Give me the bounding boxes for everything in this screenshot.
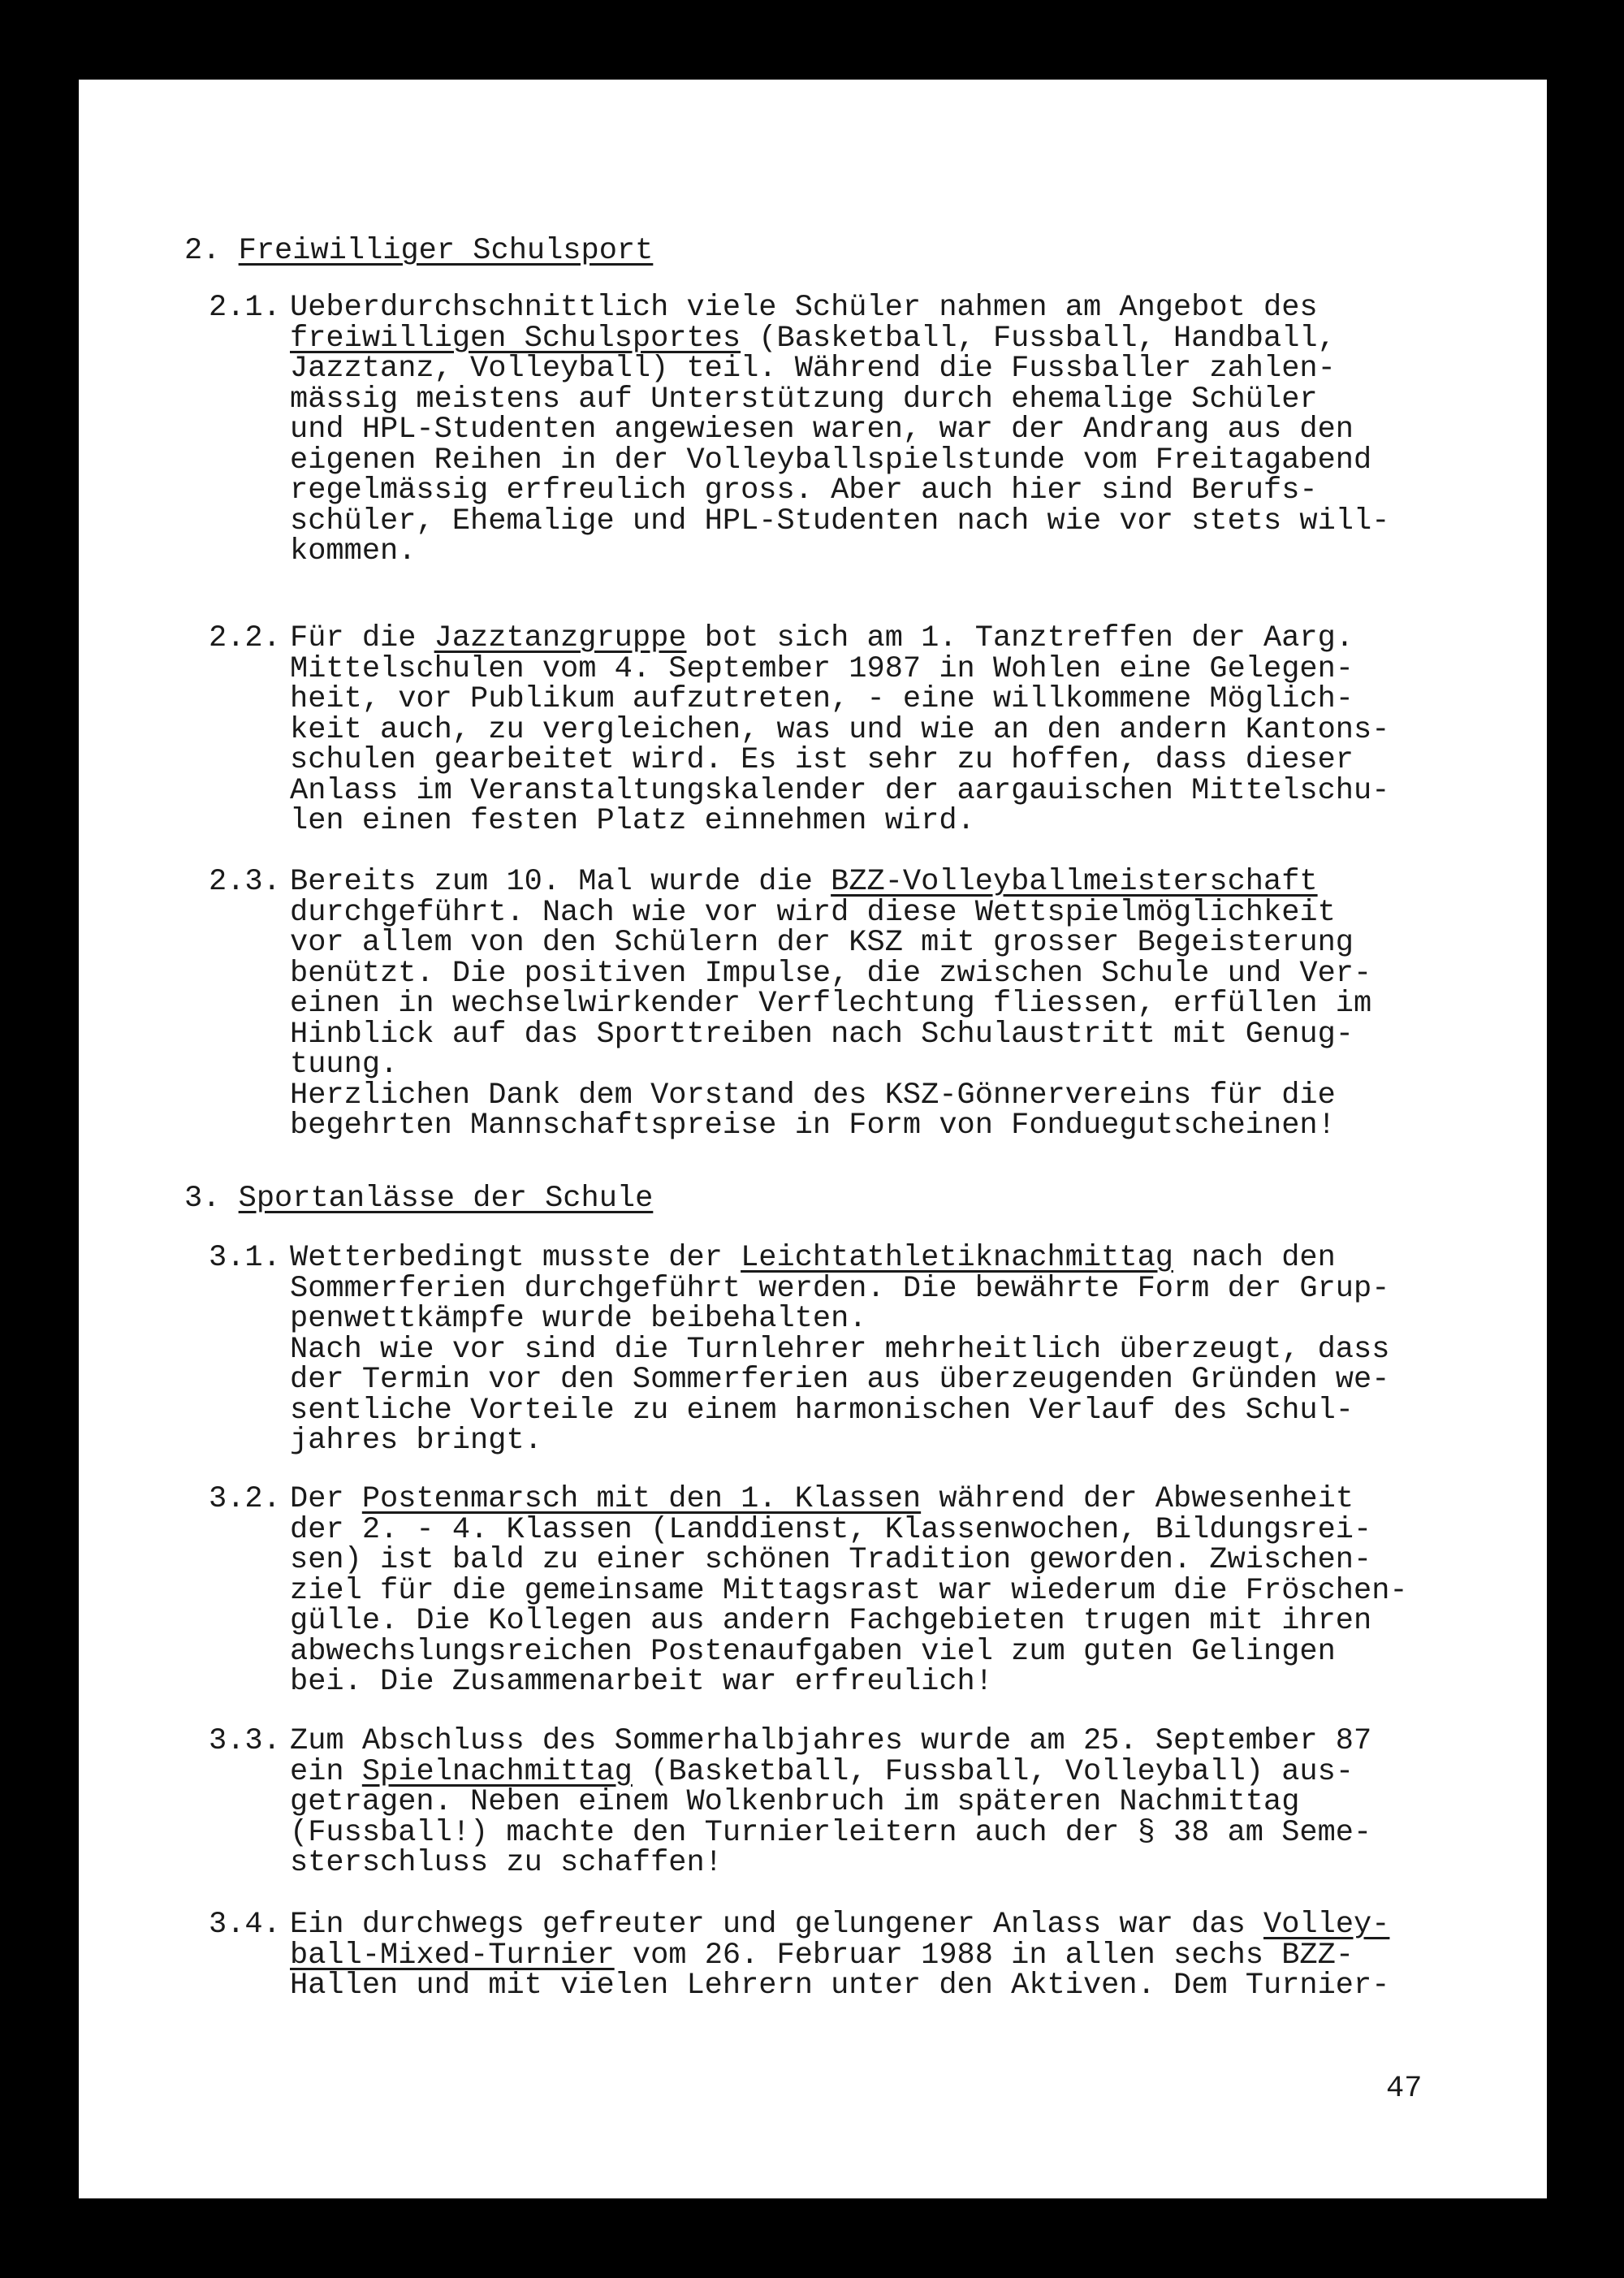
paragraph-number: 2.3.: [209, 865, 281, 899]
text-segment: mässig meistens auf Unterstützung durch ehemalige Schüler: [290, 382, 1318, 417]
text-segment: Herzlichen Dank dem Vorstand des KSZ-Gönnervereins für die: [290, 1078, 1336, 1113]
text-line: [290, 1393, 1547, 1428]
text-segment: Hinblick auf das Sporttreiben nach Schulaustritt mit Genug-: [290, 1017, 1354, 1052]
paragraph-number: 3.4.: [209, 1908, 281, 1942]
text-segment: tuung.: [290, 1048, 399, 1082]
text-line: [290, 1606, 1547, 1637]
text-line: [290, 293, 1547, 324]
section-number: 3.: [184, 1182, 221, 1216]
text-segment: Für die: [290, 621, 434, 655]
text-line: [290, 504, 1547, 538]
section-number: 2.: [184, 234, 221, 268]
text-line: [290, 443, 1547, 478]
text-line: [290, 1017, 1547, 1052]
text-segment: (Basketball, Fussball, Volleyball) aus-: [632, 1754, 1354, 1789]
text-line: [290, 1573, 1547, 1608]
text-line: [290, 1271, 1547, 1306]
text-line: [290, 1332, 1547, 1367]
text-segment: ziel für die gemeinsame Mittagsrast war wiederum die Fröschen-: [290, 1573, 1408, 1608]
text-segment: bei. Die Zusammenarbeit war erfreulich!: [290, 1665, 993, 1699]
text-line: [290, 1848, 1547, 1879]
text-line: [290, 621, 1547, 655]
text-segment: len einen festen Platz einnehmen wird.: [290, 804, 975, 838]
text-line: [290, 743, 1547, 777]
paragraph-body: [290, 1482, 1547, 1699]
text-segment: jahres bringt.: [290, 1424, 542, 1458]
text-line: [290, 682, 1547, 716]
text-segment: sterschluss zu schaffen!: [290, 1846, 723, 1880]
text-segment: Anlass im Veranstaltungskalender der aargauischen Mittelschu-: [290, 773, 1390, 808]
text-line: [290, 1482, 1547, 1516]
text-line: [290, 321, 1547, 356]
text-line: [290, 806, 1547, 837]
text-segment: Jazztanz, Volleyball) teil. Während die Fussballer zahlen-: [290, 352, 1336, 386]
text-segment: getragen. Neben einem Wolkenbruch im späteren Nachmittag: [290, 1785, 1300, 1819]
text-line: [290, 712, 1547, 747]
text-segment: bot sich am 1. Tanztreffen der Aarg.: [686, 621, 1354, 655]
text-segment: und HPL-Studenten angewiesen waren, war der Andrang aus den: [290, 413, 1354, 447]
text-segment: keit auch, zu vergleichen, was und wie an den andern Kantons-: [290, 712, 1390, 747]
paragraph-number: 3.3.: [209, 1724, 281, 1758]
section-title: Freiwilliger Schulsport: [238, 234, 654, 268]
paragraph-body: [290, 1910, 1547, 2002]
text-segment: Der: [290, 1482, 362, 1516]
text-segment: Ein durchwegs gefreuter und gelungener Anlass war das: [290, 1908, 1263, 1942]
section-heading: [184, 236, 653, 266]
paragraph-body: [290, 867, 1547, 1142]
section-heading: [184, 1184, 653, 1214]
text-segment: Ueberdurchschnittlich viele Schüler nahmen am Angebot des: [290, 291, 1318, 325]
text-segment: Hallen und mit vielen Lehrern unter den Aktiven. Dem Turnier-: [290, 1969, 1390, 2003]
text-segment: schüler, Ehemalige und HPL-Studenten nach wie vor stets will-: [290, 504, 1390, 538]
text-segment: (Basketball, Fussball, Handball,: [741, 321, 1336, 356]
underlined-text: ball-Mixed-Turnier: [290, 1938, 615, 1973]
text-line: [290, 1304, 1547, 1335]
paragraph-number: 2.2.: [209, 621, 281, 655]
text-line: [290, 1365, 1547, 1396]
underlined-text: Spielnachmittag: [361, 1754, 633, 1789]
text-line: [290, 354, 1547, 385]
underlined-text: Leichtathletiknachmittag: [741, 1241, 1173, 1275]
text-segment: Bereits zum 10. Mal wurde die: [290, 865, 831, 899]
text-line: [290, 651, 1547, 686]
text-segment: einen in wechselwirkender Verflechtung fliessen, erfüllen im: [290, 987, 1372, 1021]
text-segment: vom 26. Februar 1988 in allen sechs BZZ-: [614, 1938, 1354, 1973]
text-line: [290, 867, 1547, 898]
text-line: [290, 382, 1547, 417]
underlined-text: freiwilligen Schulsportes: [290, 321, 741, 356]
paragraph-number: 3.1.: [209, 1241, 281, 1275]
text-segment: gülle. Die Kollegen aus andern Fachgebieten trugen mit ihren: [290, 1604, 1372, 1638]
text-segment: durchgeführt. Nach wie vor wird diese Wettspielmöglichkeit: [290, 895, 1336, 930]
text-segment: schulen gearbeitet wird. Es ist sehr zu hoffen, dass dieser: [290, 743, 1354, 777]
text-line: [290, 1815, 1547, 1850]
text-segment: begehrten Mannschaftspreise in Form von Fonduegutscheinen!: [290, 1109, 1336, 1143]
text-segment: vor allem von den Schülern der KSZ mit grosser Begeisterung: [290, 926, 1354, 960]
paragraph-body: [290, 1243, 1547, 1457]
paragraph-number: 3.2.: [209, 1482, 281, 1516]
text-line: [290, 1910, 1547, 1941]
text-segment: während der Abwesenheit: [921, 1482, 1354, 1516]
text-segment: kommen.: [290, 534, 417, 568]
text-segment: der 2. - 4. Klassen (Landdienst, Klassenwochen, Bildungsrei-: [290, 1512, 1372, 1547]
text-segment: heit, vor Publikum aufzutreten, - eine willkommene Möglich-: [290, 682, 1354, 716]
text-segment: penwettkämpfe wurde beibehalten.: [290, 1302, 867, 1336]
text-segment: Wetterbedingt musste der: [290, 1241, 741, 1275]
text-segment: sen) ist bald zu einer schönen Tradition geworden. Zwischen-: [290, 1543, 1372, 1577]
text-segment: ein: [290, 1754, 362, 1789]
text-line: [290, 1667, 1547, 1698]
section-title: Sportanlässe der Schule: [238, 1182, 654, 1216]
text-segment: eigenen Reihen in der Volleyballspielstunde vom Freitagabend: [290, 443, 1372, 478]
page-number: 47: [1386, 2072, 1423, 2106]
text-line: [290, 1787, 1547, 1818]
text-segment: sentliche Vorteile zu einem harmonischen Verlauf des Schul-: [290, 1393, 1354, 1428]
text-line: [290, 534, 1547, 568]
text-segment: nach den: [1173, 1241, 1336, 1275]
text-segment: Mittelschulen vom 4. September 1987 in Wohlen eine Gelegen-: [290, 651, 1354, 686]
text-segment: abwechslungsreichen Postenaufgaben viel zum guten Gelingen: [290, 1634, 1336, 1669]
paragraph-body: [290, 1724, 1547, 1880]
text-line: [290, 1724, 1547, 1758]
text-segment: (Fussball!) machte den Turnierleitern auch der § 38 am Seme-: [290, 1815, 1372, 1850]
text-segment: regelmässig erfreulich gross. Aber auch hier sind Berufs-: [290, 473, 1318, 508]
text-line: [290, 415, 1547, 446]
text-line: [290, 989, 1547, 1020]
text-line: [290, 956, 1547, 991]
text-line: [290, 1754, 1547, 1789]
text-segment: Zum Abschluss des Sommerhalbjahres wurde am 25. September 87: [290, 1724, 1372, 1758]
text-line: [290, 1426, 1547, 1457]
text-line: [290, 1545, 1547, 1576]
underlined-text: BZZ-Volleyballmeisterschaft: [831, 865, 1318, 899]
text-line: [290, 1111, 1547, 1142]
text-line: [290, 1078, 1547, 1113]
paragraph-body: [290, 293, 1547, 568]
text-segment: Nach wie vor sind die Turnlehrer mehrheitlich überzeugt, dass: [290, 1332, 1390, 1367]
text-line: [290, 1512, 1547, 1547]
document-page: [79, 80, 1547, 2198]
text-line: [290, 473, 1547, 508]
underlined-text: Jazztanzgruppe: [434, 621, 687, 655]
text-line: [290, 1050, 1547, 1081]
text-line: [290, 895, 1547, 930]
underlined-text: Volley-: [1263, 1908, 1390, 1942]
paragraph-number: 2.1.: [209, 291, 281, 325]
text-line: [290, 1634, 1547, 1669]
text-line: [290, 1243, 1547, 1274]
text-segment: benützt. Die positiven Impulse, die zwischen Schule und Ver-: [290, 956, 1372, 991]
text-line: [290, 928, 1547, 959]
text-line: [290, 1938, 1547, 1973]
underlined-text: Postenmarsch mit den 1. Klassen: [361, 1482, 922, 1516]
paragraph-body: [290, 621, 1547, 838]
text-segment: der Termin vor den Sommerferien aus überzeugenden Gründen we-: [290, 1363, 1390, 1397]
text-line: [290, 1971, 1547, 2002]
text-segment: Sommerferien durchgeführt werden. Die bewährte Form der Grup-: [290, 1271, 1390, 1306]
text-line: [290, 773, 1547, 808]
